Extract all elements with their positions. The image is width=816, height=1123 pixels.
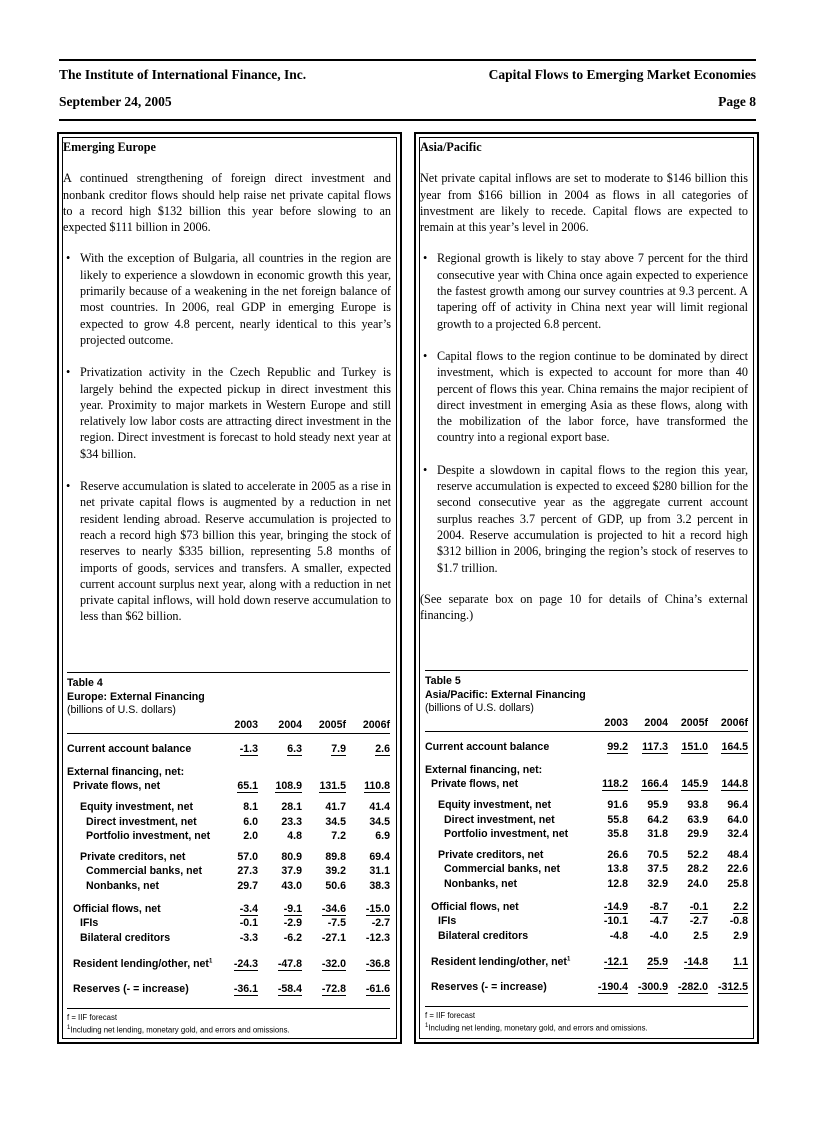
table-cell: 166.4 — [641, 778, 668, 791]
footnote-marker: 1 — [425, 1023, 429, 1030]
table-cell: -36.8 — [365, 958, 390, 971]
bullet-list — [63, 250, 391, 624]
table-cell: -2.7 — [371, 917, 390, 930]
table-row — [425, 763, 748, 778]
table-cell: 4.8 — [287, 830, 302, 843]
table-cell: 118.2 — [602, 778, 628, 791]
table-cell: Bilateral creditors — [438, 929, 529, 942]
table-cell: 64.0 — [727, 813, 748, 826]
table-row — [425, 899, 748, 914]
table-cell: 6.9 — [375, 830, 390, 843]
footnote-1: $^1$Including net lending, monetary gold, and errors and omissions. — [67, 1025, 290, 1035]
table-row — [67, 879, 390, 894]
emerging-europe-text — [63, 139, 391, 640]
table-cell: -58.4 — [277, 983, 302, 996]
table-row — [67, 931, 390, 946]
table-cell: 6.3 — [287, 743, 302, 756]
table-cell: Bilateral creditors — [80, 931, 171, 944]
table-cell: 24.0 — [687, 878, 708, 891]
table-cell: 37.9 — [281, 865, 302, 878]
table-cell: 25.8 — [727, 878, 748, 891]
table-cell: 64.2 — [647, 813, 668, 826]
table-cell: 2004 — [278, 719, 302, 731]
table-cell: 2006f — [720, 717, 748, 729]
table-cell: Equity investment, net — [80, 801, 194, 814]
table-cell: 22.6 — [727, 863, 748, 876]
table-row — [425, 740, 748, 755]
table-cell: Direct investment, net — [444, 813, 555, 826]
table-cell: 32.4 — [727, 828, 748, 841]
table-row — [425, 827, 748, 842]
table-row — [425, 980, 748, 995]
table-cell: -24.3 — [233, 958, 258, 971]
table-row — [67, 916, 390, 931]
bullet-item: • With the exception of Bulgaria, all countries in the region are likely to experience a slowdown in economic growth this year, primarily because of a weakening in the net foreign balance of most countries. In 2006, real GDP in emerging Europe is expected to grow 4.8 percent, nearly identical to this year’s projected outcome. — [80, 250, 391, 348]
table-cell: -0.8 — [729, 915, 748, 928]
table-cell: IFIs — [80, 917, 99, 930]
table-cell: 41.7 — [325, 801, 346, 814]
table-4 — [67, 672, 390, 1036]
table-cell: 2.0 — [243, 830, 258, 843]
table-cell: 7.2 — [331, 830, 346, 843]
table-cell: 2005f — [680, 717, 708, 729]
table-subtitle: (billions of U.S. dollars) — [425, 702, 534, 714]
table-row — [67, 800, 390, 815]
bullet-item: • Privatization activity in the Czech Republic and Turkey is largely behind the expected pickup in direct investment this year. Proximity to major markets in Western Europe and still relatively low labor costs are attracting direct investment in the region. Direct investment is forecast to hold steady next year at $34 billion. — [80, 364, 391, 462]
table-cell: 91.6 — [607, 799, 628, 812]
table-cell: Official flows, net — [431, 900, 519, 913]
table-subtitle: (billions of U.S. dollars) — [67, 704, 176, 716]
table-cell: -3.4 — [239, 902, 258, 915]
bullet-item: • Reserve accumulation is slated to accelerate in 2005 as a rise in net private capital flows is augmented by a reduction in net resident lending abroad. Reserve accumulation is projected to reach a record high $73 billion this year, bringing the stock of reserves to nearly $335 billion, representing 5.8 months of imports of goods, services and transfers. A smaller, expected current account surplus next year, along with a reduction in net private capital inflows, will hold down reserve accumulation to less than $62 billion. — [80, 478, 391, 625]
table-cell: Private flows, net — [73, 780, 161, 793]
table-cell: Commercial banks, net — [86, 865, 202, 878]
table-cell: 95.9 — [647, 799, 668, 812]
table-cell: -72.8 — [321, 983, 346, 996]
table-label: Table 5 — [425, 675, 461, 687]
table-cell: 13.8 — [607, 863, 628, 876]
table-row — [67, 957, 390, 972]
table-cell: Current account balance — [425, 741, 550, 754]
table-cell: -0.1 — [689, 900, 708, 913]
table-cell: -3.3 — [239, 931, 258, 944]
table-row — [67, 982, 390, 997]
table-cell: 8.1 — [243, 801, 258, 814]
table-cell: 145.9 — [681, 778, 708, 791]
asia-pacific-text — [420, 139, 748, 638]
table-cell: -190.4 — [597, 981, 628, 994]
table-cell: 43.0 — [281, 880, 302, 893]
table-cell: -4.7 — [649, 915, 668, 928]
table-cell: 2.9 — [733, 929, 748, 942]
footnote-forecast: f = IIF forecast — [425, 1011, 476, 1021]
table-cell: 1.1 — [733, 956, 748, 969]
table-cell: 2006f — [362, 719, 390, 731]
table-row — [425, 862, 748, 877]
footnote-marker: 1 — [566, 956, 571, 963]
table-cell: 25.9 — [647, 956, 668, 969]
table-row — [425, 877, 748, 892]
table-cell: -34.6 — [321, 902, 346, 915]
table-cell: -15.0 — [365, 902, 390, 915]
table-cell: IFIs — [438, 915, 457, 928]
table-cell: -12.3 — [365, 931, 390, 944]
table-cell: Commercial banks, net — [444, 863, 560, 876]
table-cell: 2.6 — [375, 743, 390, 756]
report-title: Capital Flows to Emerging Market Economies — [488, 67, 756, 82]
table-cell: 50.6 — [325, 880, 346, 893]
table-cell: External financing, net: — [67, 765, 185, 778]
table-row — [67, 779, 390, 794]
data-table — [67, 717, 390, 996]
table-cell: 108.9 — [275, 780, 302, 793]
table-row — [425, 955, 748, 970]
table-cell: -6.2 — [283, 931, 302, 944]
table-cell: 34.5 — [369, 815, 390, 828]
table-cell: -0.1 — [239, 917, 258, 930]
bullet-item: • Capital flows to the region continue to be dominated by direct investment, which is expected to account for more than 40 percent of flows this year. China remains the major recipient of direct investment in emerging Asia as these flows, along with the mobilization of the labor force, have transformed the country into a regional export base. — [437, 348, 748, 446]
table-cell: -12.1 — [603, 956, 628, 969]
table-cell: 29.7 — [237, 880, 258, 893]
table-cell: Official flows, net — [73, 902, 161, 915]
table-cell: 28.2 — [687, 863, 708, 876]
table-cell: -300.9 — [637, 981, 668, 994]
table-cell: 2005f — [318, 719, 346, 731]
table-cell: Current account balance — [67, 743, 192, 756]
table-cell: -4.0 — [649, 929, 668, 942]
table-cell: 39.2 — [325, 865, 346, 878]
table-cell: Private creditors, net — [438, 848, 544, 861]
table-row — [425, 929, 748, 944]
table-cell: -47.8 — [277, 958, 302, 971]
intro-paragraph: A continued strengthening of foreign direct investment and nonbank creditor flows should help raise net private capital flows to a record high $132 billion this year before slowing to an expected $111 billion in 2006. — [63, 171, 391, 235]
table-cell: 55.8 — [607, 813, 628, 826]
org-name: The Institute of International Finance, Inc. — [59, 67, 307, 82]
table-cell: 32.9 — [647, 878, 668, 891]
data-table — [425, 715, 748, 994]
table-title: Europe: External Financing — [67, 691, 205, 703]
table-cell: -282.0 — [677, 981, 708, 994]
table-cell: 80.9 — [281, 850, 302, 863]
table-cell: 31.8 — [647, 828, 668, 841]
table-cell: 63.9 — [687, 813, 708, 826]
section-title: Asia/Pacific — [420, 140, 482, 154]
table-cell: 7.9 — [331, 743, 346, 756]
table-cell: 117.3 — [642, 741, 668, 754]
header-top-rule — [59, 59, 756, 61]
footnote-marker: 1 — [67, 1025, 71, 1032]
table-label: Table 4 — [67, 677, 103, 689]
table-cell: 2004 — [644, 717, 668, 729]
table-cell: 37.5 — [647, 863, 668, 876]
table-cell: -2.9 — [283, 917, 302, 930]
table-cell: -14.8 — [683, 956, 708, 969]
table-cell: -10.1 — [603, 915, 628, 928]
table-cell: -61.6 — [365, 983, 390, 996]
table-cell: 96.4 — [727, 799, 748, 812]
table-cell: 2003 — [604, 717, 628, 729]
table-cell: Reserves (- = increase) — [431, 981, 547, 994]
table-cell: Direct investment, net — [86, 815, 197, 828]
table-cell: -9.1 — [283, 902, 302, 915]
table-cell: 31.1 — [369, 865, 390, 878]
table-5 — [425, 670, 748, 1034]
table-cell: Resident lending/other, net — [73, 958, 209, 971]
table-cell: 27.3 — [237, 865, 258, 878]
table-cell: External financing, net: — [425, 763, 543, 776]
section-title: Emerging Europe — [63, 140, 156, 154]
table-cell: Resident lending/other, net — [431, 956, 567, 969]
table-cell: 151.0 — [681, 741, 708, 754]
table-cell: 12.8 — [607, 878, 628, 891]
table-cell: 35.8 — [607, 828, 628, 841]
table-cell: 70.5 — [647, 848, 668, 861]
table-row — [425, 812, 748, 827]
table-row — [67, 765, 390, 780]
bullet-item: • Regional growth is likely to stay above 7 percent for the third consecutive year with China once again expected to experience the fastest growth among our survey countries at 9.3 percent. A tapering off of activity in China next year will limit regional growth to a projected 6.8 percent. — [437, 250, 748, 331]
table-row — [67, 814, 390, 829]
table-cell: -1.3 — [239, 743, 258, 756]
table-cell: 164.5 — [721, 741, 748, 754]
footnote-1: $^1$Including net lending, monetary gold, and errors and omissions. — [425, 1023, 648, 1033]
footnote-marker: 1 — [208, 958, 213, 965]
table-cell: 65.1 — [237, 780, 258, 793]
report-date: September 24, 2005 — [59, 94, 172, 109]
china-note: (See separate box on page 10 for details of China’s external financing.) — [420, 591, 748, 623]
table-cell: 48.4 — [727, 848, 748, 861]
table-cell: Portfolio investment, net — [444, 828, 569, 841]
table-cell: 38.3 — [369, 880, 390, 893]
table-cell: 23.3 — [281, 815, 302, 828]
table-cell: Equity investment, net — [438, 799, 552, 812]
table-row — [425, 848, 748, 863]
table-cell: 2.2 — [733, 900, 748, 913]
table-cell: 144.8 — [721, 778, 748, 791]
intro-paragraph: Net private capital inflows are set to moderate to $146 billion this year from $166 billion in 2004 as flows in all categories of investment are likely to recede. Capital flows are expected to remain at this year’s level in 2006. — [420, 171, 748, 235]
table-cell: Portfolio investment, net — [86, 830, 211, 843]
table-cell: -8.7 — [649, 900, 668, 913]
table-cell: 29.9 — [687, 828, 708, 841]
table-cell: 93.8 — [687, 799, 708, 812]
table-cell: 131.5 — [319, 780, 346, 793]
table-title: Asia/Pacific: External Financing — [425, 689, 586, 701]
table-row — [67, 901, 390, 916]
table-cell: -32.0 — [321, 958, 346, 971]
table-cell: 110.8 — [364, 780, 390, 793]
table-cell: Nonbanks, net — [444, 878, 517, 891]
table-cell: 52.2 — [687, 848, 708, 861]
table-row — [425, 798, 748, 813]
table-cell: Private flows, net — [431, 778, 519, 791]
table-cell: -312.5 — [717, 981, 748, 994]
table-cell: 2003 — [234, 719, 258, 731]
table-cell: 57.0 — [237, 850, 258, 863]
table-row — [425, 914, 748, 929]
table-cell: 28.1 — [281, 801, 302, 814]
table-cell: -27.1 — [321, 931, 346, 944]
header-bottom-rule — [59, 119, 756, 121]
table-cell: Nonbanks, net — [86, 880, 159, 893]
table-cell: 2.5 — [693, 929, 708, 942]
header-line-2 — [59, 94, 756, 110]
table-cell: 69.4 — [369, 850, 390, 863]
table-row — [67, 864, 390, 879]
table-cell: -4.8 — [609, 929, 628, 942]
table-row — [67, 742, 390, 757]
table-cell: 6.0 — [243, 815, 258, 828]
bullet-item: • Despite a slowdown in capital flows to the region this year, reserve accumulation is expected to exceed $280 billion for the second consecutive year as the aggregate current account surplus reaches 3.7 percent of GDP, up from 3.2 percent in 2004. Reserve accumulation is projected to hit a record high $312 billion in 2006, bringing the region’s stock of reserves to $1.7 trillion. — [437, 462, 748, 576]
header-line-1 — [59, 67, 756, 83]
bullet-list — [420, 250, 748, 575]
table-cell: -2.7 — [689, 915, 708, 928]
table-row — [425, 777, 748, 792]
table-cell: Reserves (- = increase) — [73, 983, 189, 996]
table-cell: 41.4 — [369, 801, 390, 814]
table-cell: 34.5 — [325, 815, 346, 828]
table-cell: -36.1 — [233, 983, 258, 996]
table-cell: 99.2 — [607, 741, 628, 754]
table-cell: 26.6 — [607, 848, 628, 861]
table-cell: 89.8 — [325, 850, 346, 863]
table-cell: -14.9 — [603, 900, 628, 913]
table-row — [67, 829, 390, 844]
table-row — [67, 850, 390, 865]
table-cell: Private creditors, net — [80, 850, 186, 863]
footnote-forecast: f = IIF forecast — [67, 1013, 118, 1023]
page-number: Page 8 — [718, 94, 756, 109]
table-cell: -7.5 — [327, 917, 346, 930]
